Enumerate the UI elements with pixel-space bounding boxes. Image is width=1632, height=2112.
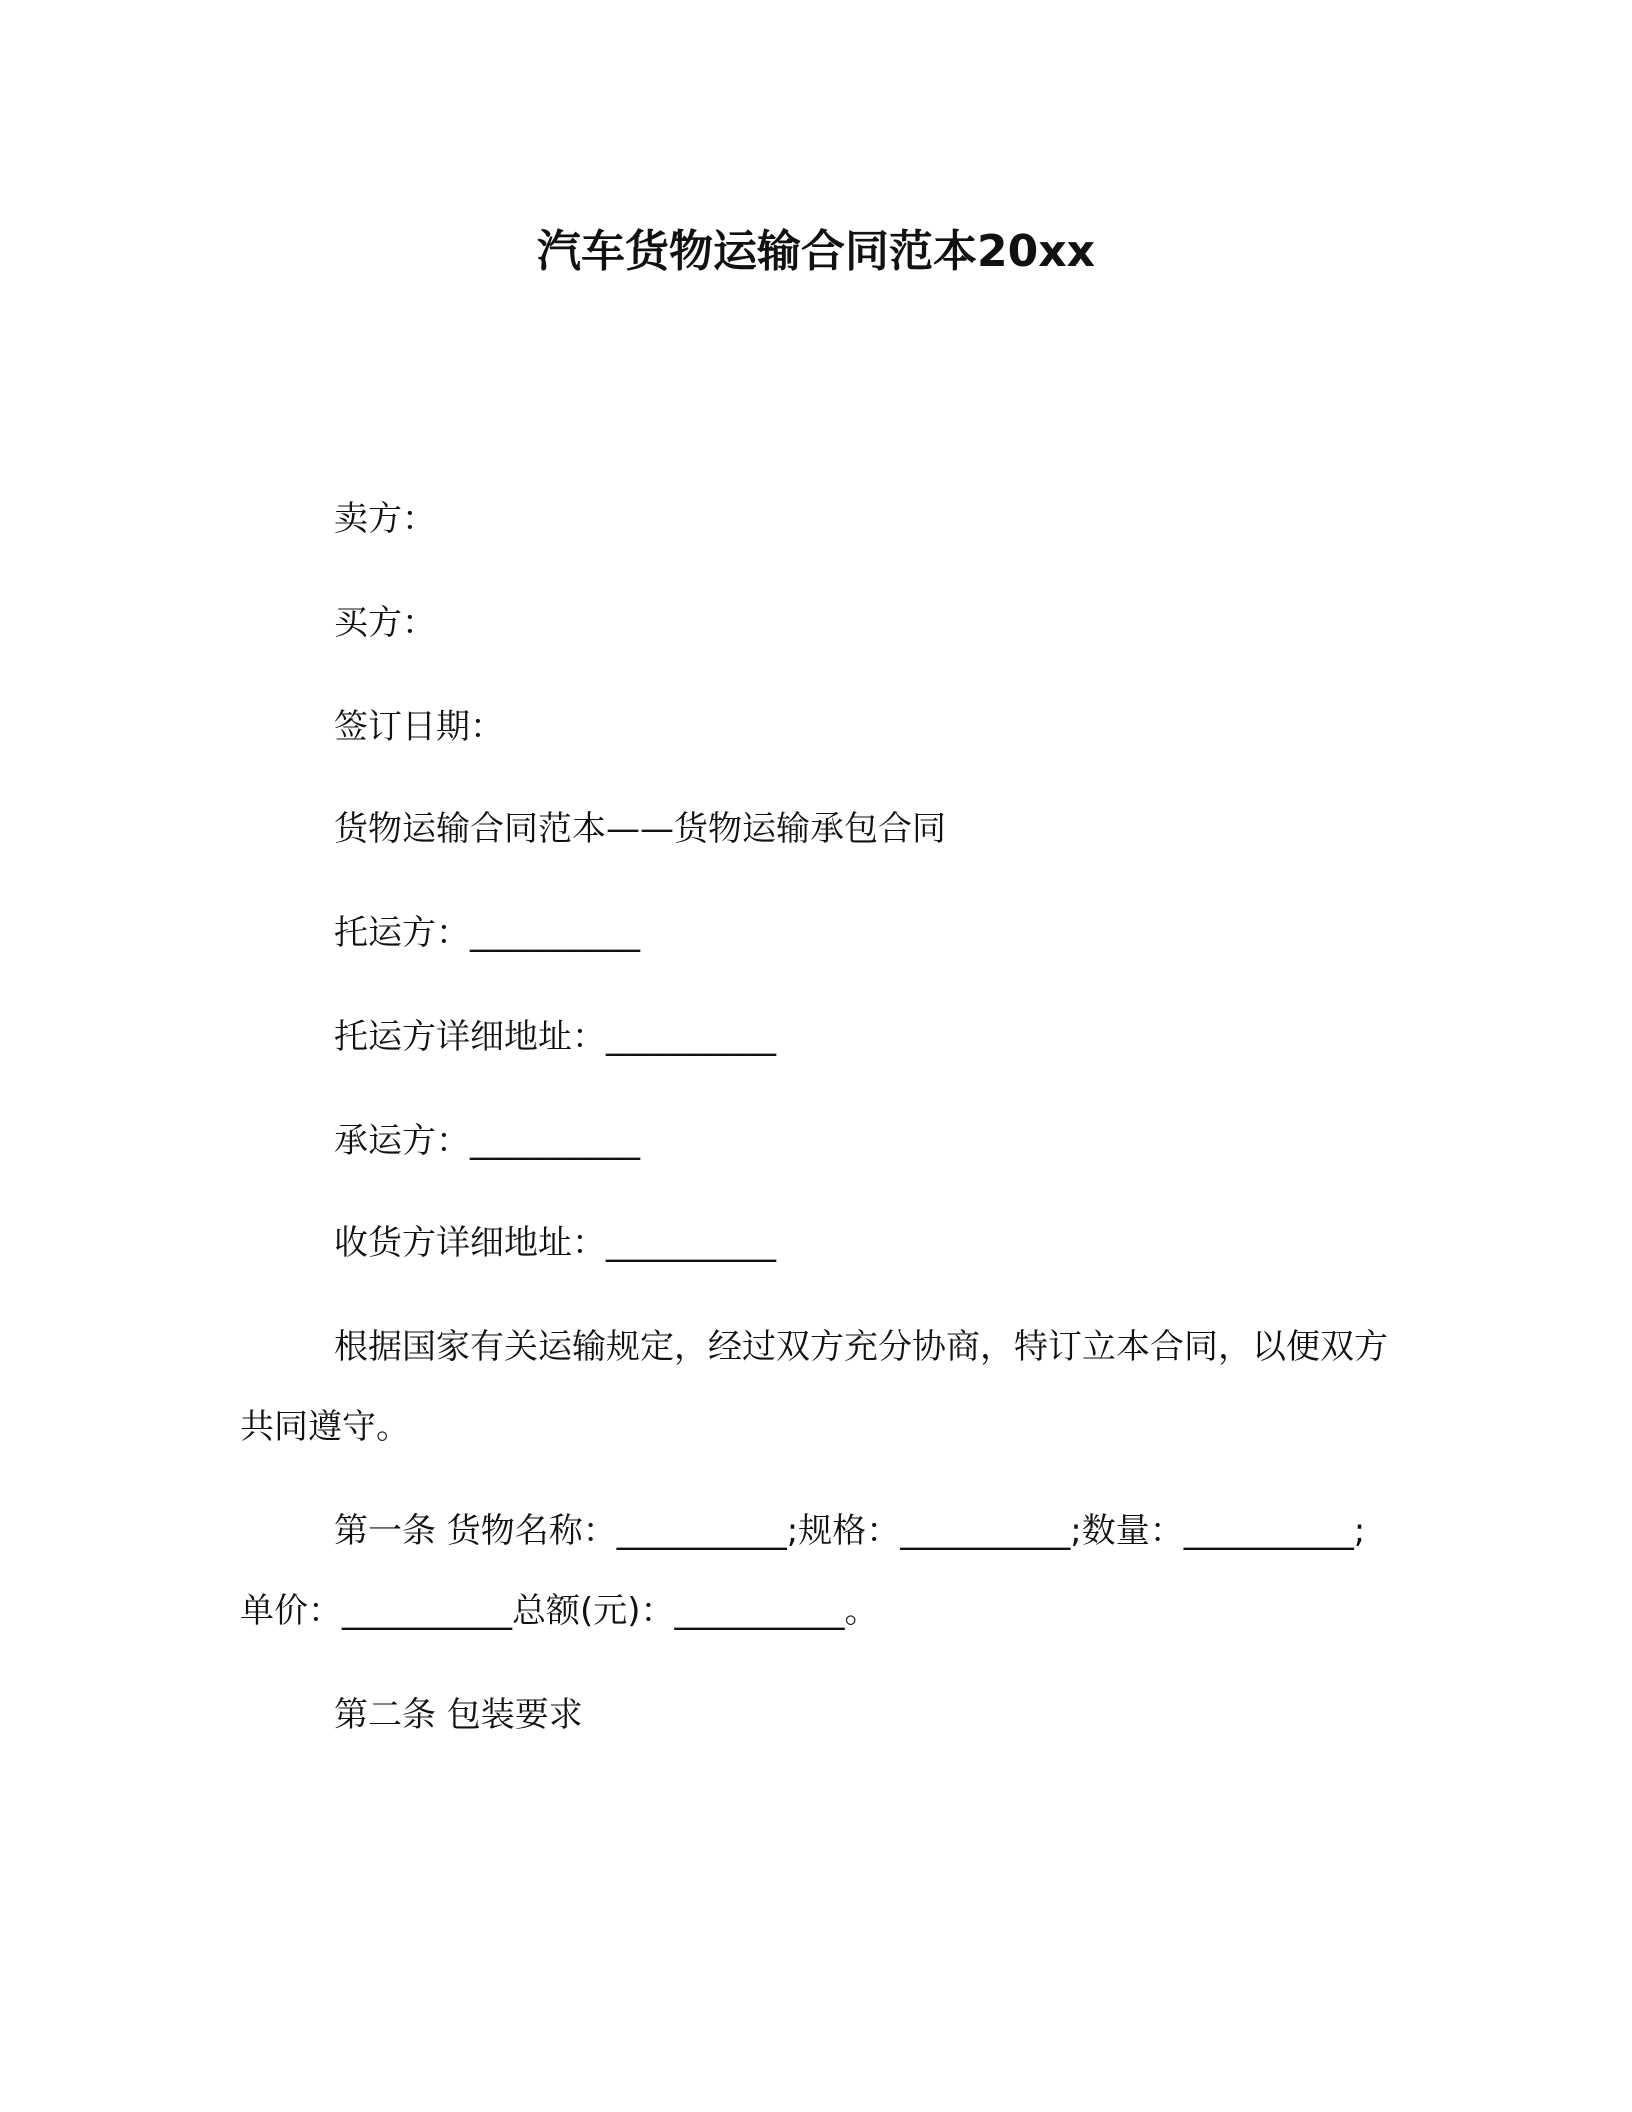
document-title: 汽车货物运输合同范本20xx [537,226,1095,277]
sign-date-line: 签订日期： [334,707,504,747]
article-1-paragraph: 第一条 货物名称：__________;规格：__________;数量：__________;单价：__________总额(元)：__________。 [240,1511,1366,1631]
article-2-heading: 第二条 包装要求 [334,1695,583,1735]
shipper-address-line: 托运方详细地址：__________ [334,1017,776,1057]
contract-subtitle: 货物运输合同范本——货物运输承包合同 [334,809,946,849]
carrier-line: 承运方：__________ [334,1121,640,1161]
buyer-line: 买方： [334,603,436,643]
shipper-line: 托运方：__________ [334,913,640,953]
consignee-address-line: 收货方详细地址：__________ [334,1223,776,1263]
seller-line: 卖方： [334,499,436,539]
preamble-paragraph: 根据国家有关运输规定，经过双方充分协商，特订立本合同，以便双方共同遵守。 [240,1327,1388,1447]
